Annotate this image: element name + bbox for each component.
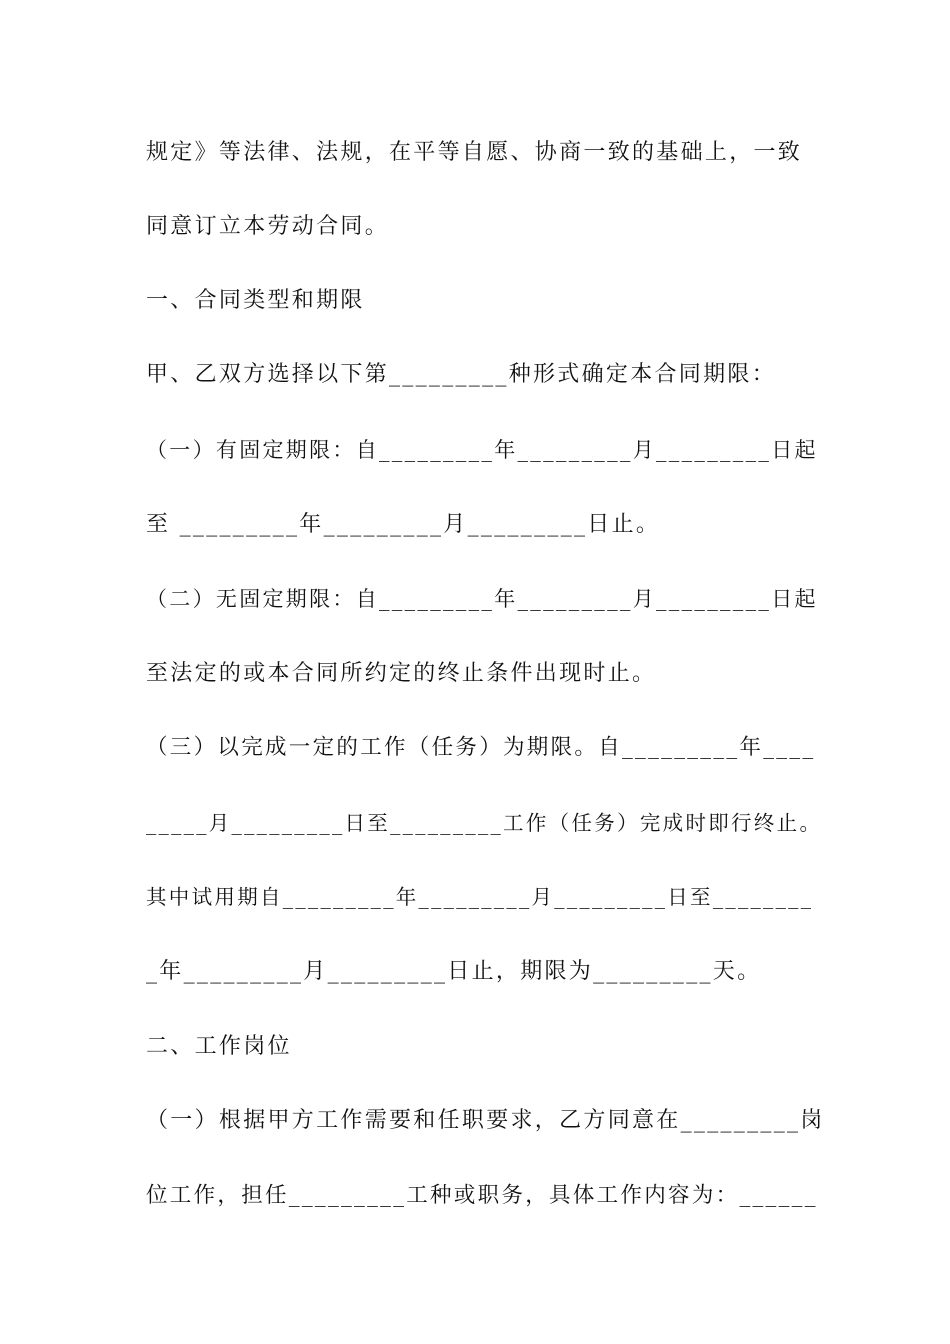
text-line: 位工作，担任_________工种或职务，具体工作内容为：______: [146, 1183, 818, 1208]
text-line: 至 _________年_________月_________日止。: [146, 512, 661, 537]
text-line: 规定》等法律、法规，在平等自愿、协商一致的基础上，一致: [146, 140, 803, 165]
text-line: （一）根据甲方工作需要和任职要求，乙方同意在_________岗: [146, 1108, 825, 1133]
text-line: 至法定的或本合同所约定的终止条件出现时止。: [146, 661, 657, 686]
text-line: （二）无固定期限：自_________年_________月_________日起: [146, 587, 818, 611]
section-heading: 二、工作岗位: [146, 1034, 292, 1059]
section-heading: 一、合同类型和期限: [146, 288, 365, 313]
text-line: 其中试用期自_________年_________月_________日至________: [146, 885, 814, 909]
text-line: （一）有固定期限：自_________年_________月_________日起: [146, 438, 818, 462]
text-line: _年_________月_________日止，期限为_________天。: [146, 959, 762, 984]
text-line: _____月_________日至_________工作（任务）完成时即行终止。: [146, 811, 823, 835]
text-line: 甲、乙双方选择以下第_________种形式确定本合同期限：: [146, 362, 777, 387]
text-line: 同意订立本劳动合同。: [146, 214, 390, 239]
text-line: （三）以完成一定的工作（任务）为期限。自_________年____: [146, 735, 816, 760]
